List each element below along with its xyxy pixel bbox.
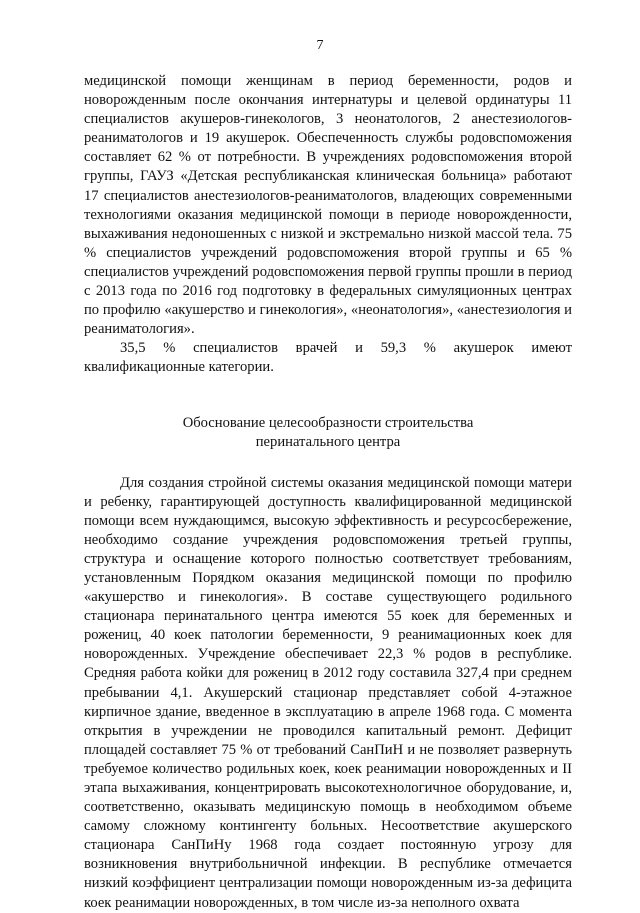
section-heading xyxy=(84,414,572,453)
section-heading-line-2: перинатального центра xyxy=(255,434,401,450)
paragraph-continuation: медицинской помощи женщинам в период беременности, родов и новорожденным после окончания интернатуры и целевой ординатуры 11 специалистов акушеров-гинекологов, 3 неонатологов, 2 анестезиологов-реаниматологов и 19 акушерок. Обеспеченность службы родовспоможения составляет 62 % от потребности. В учреждениях родовспоможения второй группы, ГАУЗ «Детская республиканская клиническая больница» работают 17 специалистов анестезиологов-реаниматологов, владеющих современными технологиями оказания медицинской помощи в периоде новорожденности, выхаживания недоношенных с низкой и экстремально низкой массой тела. 75 % специалистов учреждений родовспоможения второй группы и 65 % специалистов учреждений родовспоможения первой группы прошли в период с 2013 года по 2016 год подготовку в федеральных симуляционных центрах по профилю «акушерство и гинекология», «неонатология», «анестезиология и реаниматология». xyxy=(84,73,572,338)
document-body xyxy=(84,72,572,913)
paragraph-qualifications: 35,5 % специалистов врачей и 59,3 % акушерок имеют квалификационные категории. xyxy=(84,340,572,376)
page-number: 7 xyxy=(316,38,324,53)
section-heading-line-1: Обоснование целесообразности строительства xyxy=(182,414,474,431)
paragraph-justification: Для создания стройной системы оказания медицинской помощи матери и ребенку, гарантирующей доступность квалифицированной медицинской помощи всем нуждающимся, высокую эффективность и ресурсосбережение, необходимо создание учреждения родовспоможения третьей группы, структура и оснащение которого полностью соответствует требованиям, установленным Порядком оказания медицинской помощи по профилю «акушерство и гинекология». В составе существующего родильного стационара перинатального центра имеются 55 коек для беременных и рожениц, 40 коек патологии беременности, 9 реанимационных коек для новорожденных. Учреждение обеспечивает 22,3 % родов в республике. Средняя работа койки для рожениц в 2012 году составила 327,4 при среднем пребывании 4,1. Акушерский стационар представляет собой 4-этажное кирпичное здание, введенное в эксплуатацию в апреле 1968 года. С момента открытия в учреждении не проводился капитальный ремонт. Дефицит площадей составляет 75 % от требований СанПиН и не позволяет развернуть требуемое количество родильных коек, коек реанимации новорожденных и II этапа выхаживания, концентрировать высокотехнологичное оборудование, и, соответственно, оказывать медицинскую помощь в необходимом объеме самому сложному контингенту больных. Несоответствие акушерского стационара СанПиНу 1968 года создает постоянную угрозу для возникновения внутрибольничной инфекции. В республике отмечается низкий коэффициент централизации помощи новорожденным из-за дефицита коек реанимации новорожденных, в том числе из-за неполного охвата xyxy=(84,474,572,911)
